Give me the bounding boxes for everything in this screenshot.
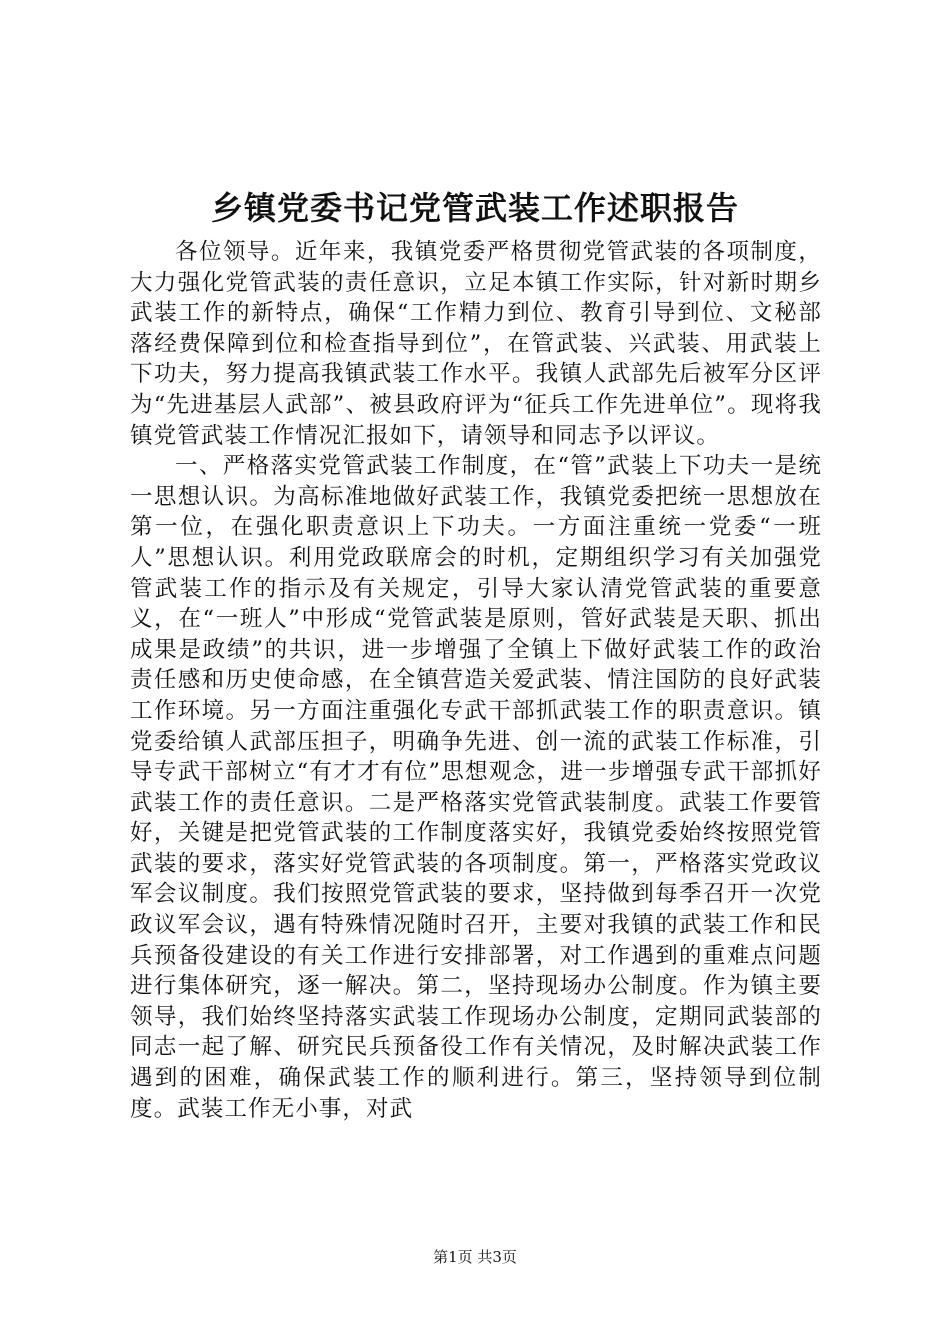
page-number-footer: 第1页 共3页 xyxy=(433,1248,517,1266)
paragraph-section-one: 一、严格落实党管武装工作制度，在“管”武装上下功夫一是统一思想认识。为高标准地做好武装工作，我镇党委把统一思想放在第一位，在强化职责意识上下功夫。一方面注重统一党委“一班人”思想认识。利用党政联席会的时机，定期组织学习有关加强党管武装工作的指示及有关规定，引导大家认清党管武装的重要意义，在“一班人”中形成“党管武装是原则，管好武装是天职、抓出成果是政绩”的共识，进一步增强了全镇上下做好武装工作的政治责任感和历史使命感，在全镇营造关爱武装、情注国防的良好武装工作环境。另一方面注重强化专武干部抓武装工作的职责意识。镇党委给镇人武部压担子，明确争先进、创一流的武装工作标准，引导专武干部树立“有才才有位”思想观念，进一步增强专武干部抓好武装工作的责任意识。二是严格落实党管武装制度。武装工作要管好，关键是把党管武装的工作制度落实好，我镇党委始终按照党管武装的要求，落实好党管武装的各项制度。第一，严格落实党政议军会议制度。我们按照党管武装的要求，坚持做到每季召开一次党政议军会议，遇有特殊情况随时召开，主要对我镇的武装工作和民兵预备役建设的有关工作进行安排部署，对工作遇到的重难点问题进行集体研究，逐一解决。第二，坚持现场办公制度。作为镇主要领导，我们始终坚持落实武装工作现场办公制度，定期同武装部的同志一起了解、研究民兵预备役工作有关情况，及时解决武装工作遇到的困难，确保武装工作的顺利进行。第三，坚持领导到位制度。武装工作无小事，对武 xyxy=(130,453,822,1122)
paragraph-intro: 各位领导。近年来，我镇党委严格贯彻党管武装的各项制度，大力强化党管武装的责任意识，立足本镇工作实际，针对新时期乡武装工作的新特点，确保“工作精力到位、教育引导到位、文秘部落经费保障到位和检查指导到位”，在管武装、兴武装、用武装上下功夫，努力提高我镇武装工作水平。我镇人武部先后被军分区评为“先进基层人武部”、被县政府评为“征兵工作先进单位”。现将我镇党管武装工作情况汇报如下，请领导和同志予以评议。 xyxy=(130,239,822,449)
document-body xyxy=(130,237,822,1124)
document-title: 乡镇党委书记党管武装工作述职报告 xyxy=(210,189,739,227)
